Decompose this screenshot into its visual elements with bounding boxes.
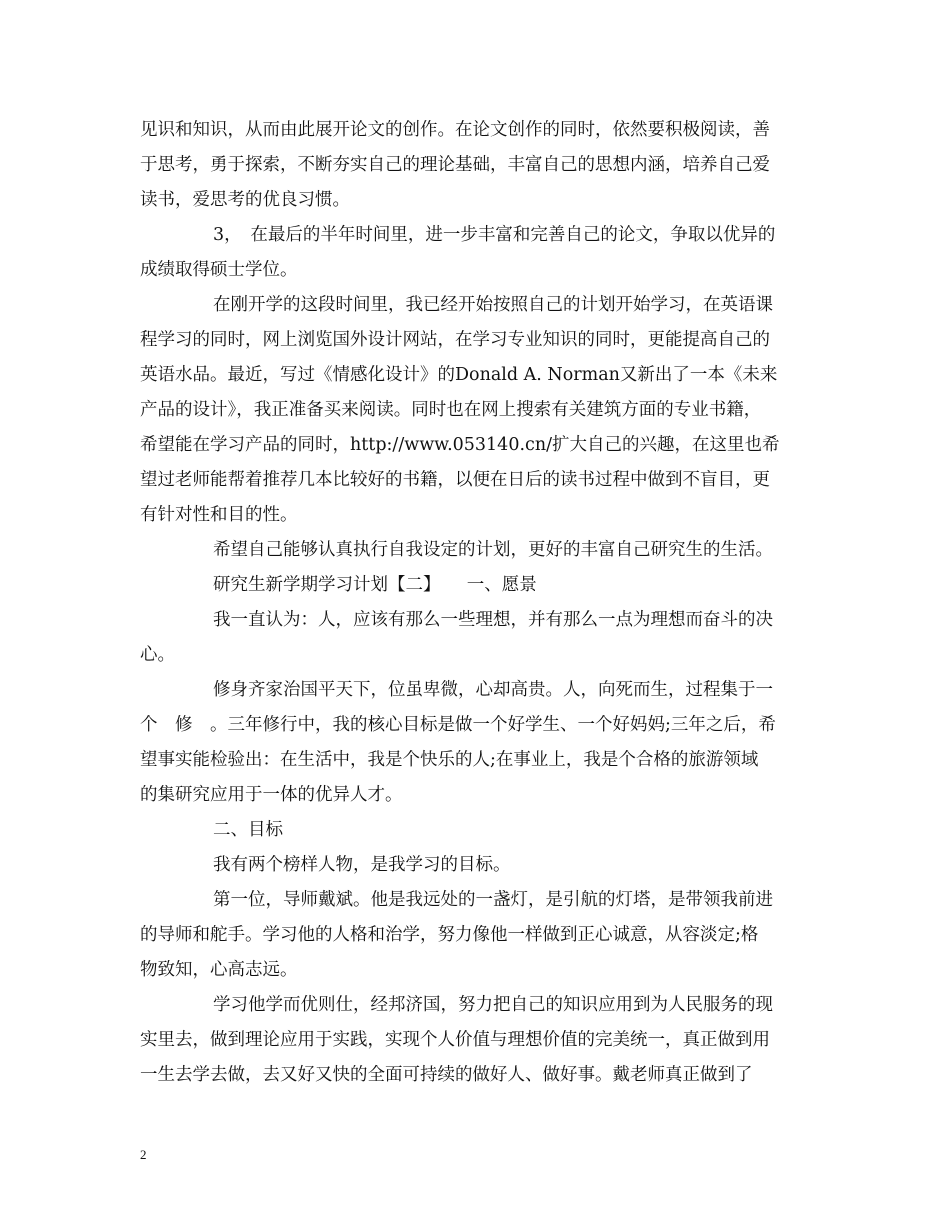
body-text-line: 我有两个榜样人物，是我学习的目标。 bbox=[213, 855, 511, 875]
body-text-line: 希望能在学习产品的同时，http://www.053140.cn/扩大自己的兴趣，在这里也希 bbox=[140, 435, 780, 455]
body-text-line: 修身齐家治国平天下，位虽卑微，心却高贵。人，向死而生，过程集于一 bbox=[213, 680, 773, 700]
body-text-line: 于思考，勇于探索，不断夯实自己的理论基础，丰富自己的思想内涵，培养自己爱 bbox=[140, 155, 770, 175]
body-text-line: 英语水品。最近，写过《情感化设计》的Donald A. Norman又新出了一本《未来 bbox=[140, 365, 778, 385]
body-text-line: 学习他学而优则仕，经邦济国，努力把自己的知识应用到为人民服务的现 bbox=[213, 995, 773, 1015]
section-heading: 研究生新学期学习计划【二】 一、愿景 bbox=[213, 575, 537, 595]
body-text-line: 一生去学去做，去又好又快的全面可持续的做好人、做好事。戴老师真正做到了 bbox=[140, 1065, 753, 1085]
body-text-line: 在刚开学的这段时间里，我已经开始按照自己的计划开始学习，在英语课 bbox=[213, 295, 773, 315]
body-text-line: 产品的设计》，我正准备买来阅读。同时也在网上搜索有关建筑方面的专业书籍， bbox=[140, 400, 762, 420]
page-number: 2 bbox=[140, 1147, 147, 1162]
section-heading: 二、目标 bbox=[213, 820, 283, 840]
body-text-line: 读书，爱思考的优良习惯。 bbox=[140, 190, 350, 210]
body-text-line: 3， 在最后的半年时间里，进一步丰富和完善自己的论文，争取以优异的 bbox=[213, 225, 776, 245]
body-text-line: 个 修 。三年修行中，我的核心目标是做一个好学生、一个好妈妈;三年之后，希 bbox=[140, 715, 776, 735]
body-text-line: 有针对性和目的性。 bbox=[140, 505, 298, 525]
body-text-line: 的集研究应用于一体的优异人才。 bbox=[140, 785, 403, 805]
body-text-line: 望过老师能帮着推荐几本比较好的书籍，以便在日后的读书过程中做到不盲目，更 bbox=[140, 470, 770, 490]
body-text-line: 望事实能检验出：在生活中，我是个快乐的人;在事业上，我是个合格的旅游领域 bbox=[140, 750, 759, 770]
body-text-line: 希望自己能够认真执行自我设定的计划，更好的丰富自己研究生的生活。 bbox=[213, 540, 773, 560]
body-text-line: 物致知，心高志远。 bbox=[140, 960, 298, 980]
body-text-line: 程学习的同时，网上浏览国外设计网站，在学习专业知识的同时，更能提高自己的 bbox=[140, 330, 770, 350]
body-text-line: 见识和知识，从而由此展开论文的创作。在论文创作的同时，依然要积极阅读，善 bbox=[140, 120, 770, 140]
body-text-line: 第一位，导师戴斌。他是我远处的一盏灯，是引航的灯塔，是带领我前进 bbox=[213, 890, 773, 910]
body-text-line: 的导师和舵手。学习他的人格和治学，努力像他一样做到正心诚意，从容淡定;格 bbox=[140, 925, 759, 945]
body-text-line: 心。 bbox=[140, 645, 175, 665]
body-text-line: 实里去，做到理论应用于实践，实现个人价值与理想价值的完美统一，真正做到用 bbox=[140, 1030, 770, 1050]
body-text-line: 成绩取得硕士学位。 bbox=[140, 260, 298, 280]
body-text-line: 我一直认为：人，应该有那么一些理想，并有那么一点为理想而奋斗的决 bbox=[213, 610, 773, 630]
